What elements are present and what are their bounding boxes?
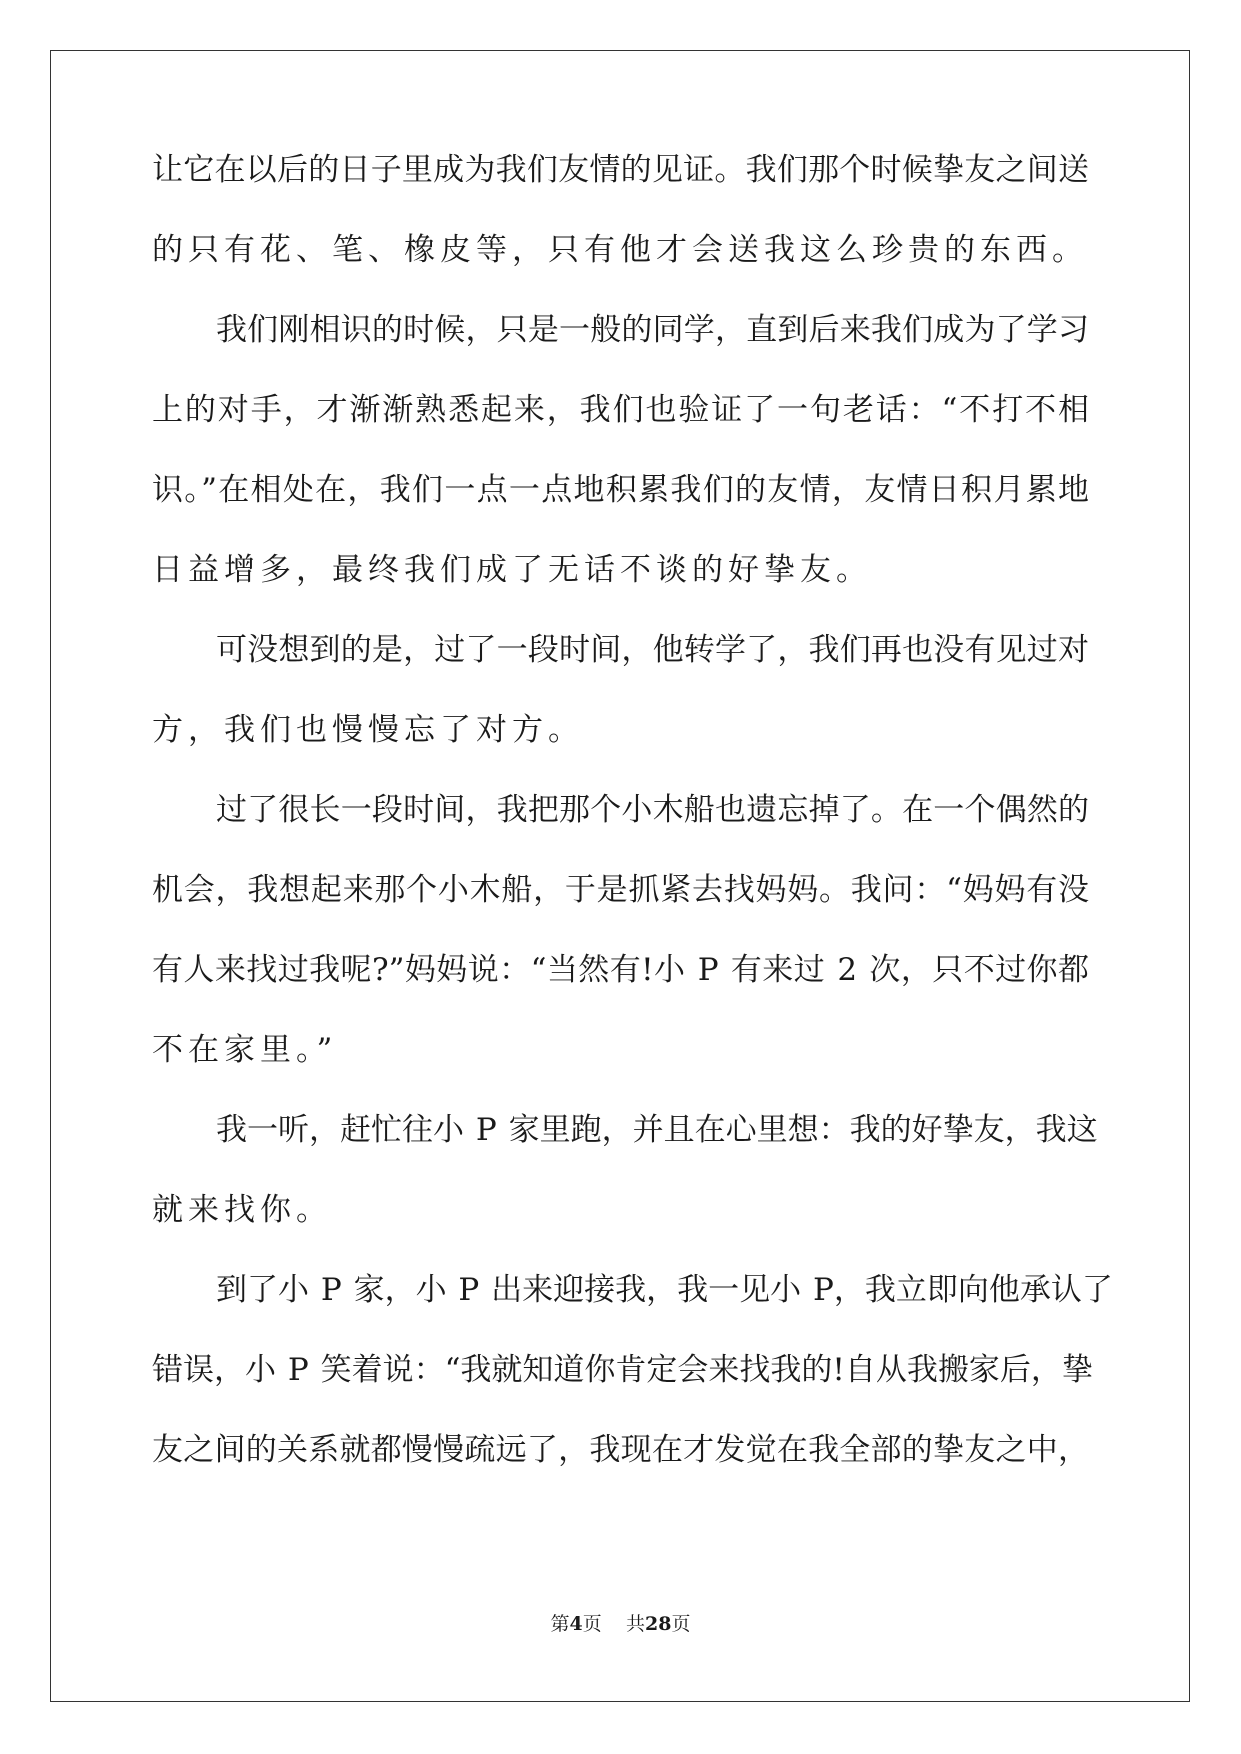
text-line: 方，我们也慢慢忘了对方。: [152, 712, 584, 748]
text-line: 友之间的关系就都慢慢疏远了，我现在才发觉在我全部的挚友之中，: [152, 1432, 1089, 1468]
text-line: 上的对手，才渐渐熟悉起来，我们也验证了一句老话：“不打不相: [152, 392, 1089, 428]
text-line: 过了很长一段时间，我把那个小木船也遗忘掉了。在一个偶然的: [216, 792, 1089, 828]
text-line: 可没想到的是，过了一段时间，他转学了，我们再也没有见过对: [216, 632, 1089, 668]
total-suffix: 页: [671, 1613, 691, 1635]
text-line: 让它在以后的日子里成为我们友情的见证。我们那个时候挚友之间送: [152, 152, 1089, 188]
total-prefix: 共: [625, 1613, 645, 1635]
text-line: 机会，我想起来那个小木船，于是抓紧去找妈妈。我问：“妈妈有没: [152, 872, 1089, 908]
text-line: 日益增多，最终我们成了无话不谈的好挚友。: [152, 552, 872, 588]
text-line: 的只有花、笔、橡皮等，只有他才会送我这么珍贵的东西。: [152, 232, 1088, 268]
text-line: 就来找你。: [152, 1192, 332, 1228]
page-prefix: 第: [550, 1613, 570, 1635]
text-line: 错误，小 P 笑着说：“我就知道你肯定会来找我的!自从我搬家后，挚: [152, 1352, 1093, 1388]
text-line: 我一听，赶忙往小 P 家里跑，并且在心里想：我的好挚友，我这: [216, 1112, 1098, 1148]
text-line: 我们刚相识的时候，只是一般的同学，直到后来我们成为了学习: [216, 312, 1089, 348]
text-line: 到了小 P 家，小 P 出来迎接我，我一见小 P，我立即向他承认了: [216, 1272, 1113, 1308]
page-suffix: 页: [582, 1613, 602, 1635]
total-pages: 28: [644, 1613, 672, 1635]
text-line: 不在家里。”: [152, 1032, 338, 1068]
text-line: 有人来找过我呢?”妈妈说：“当然有!小 P 有来过 2 次，只不过你都: [152, 952, 1089, 988]
page-footer: [0, 1612, 1241, 1636]
page-number: 4: [569, 1613, 583, 1635]
text-line: 识。”在相处在，我们一点一点地积累我们的友情，友情日积月累地: [152, 472, 1089, 508]
